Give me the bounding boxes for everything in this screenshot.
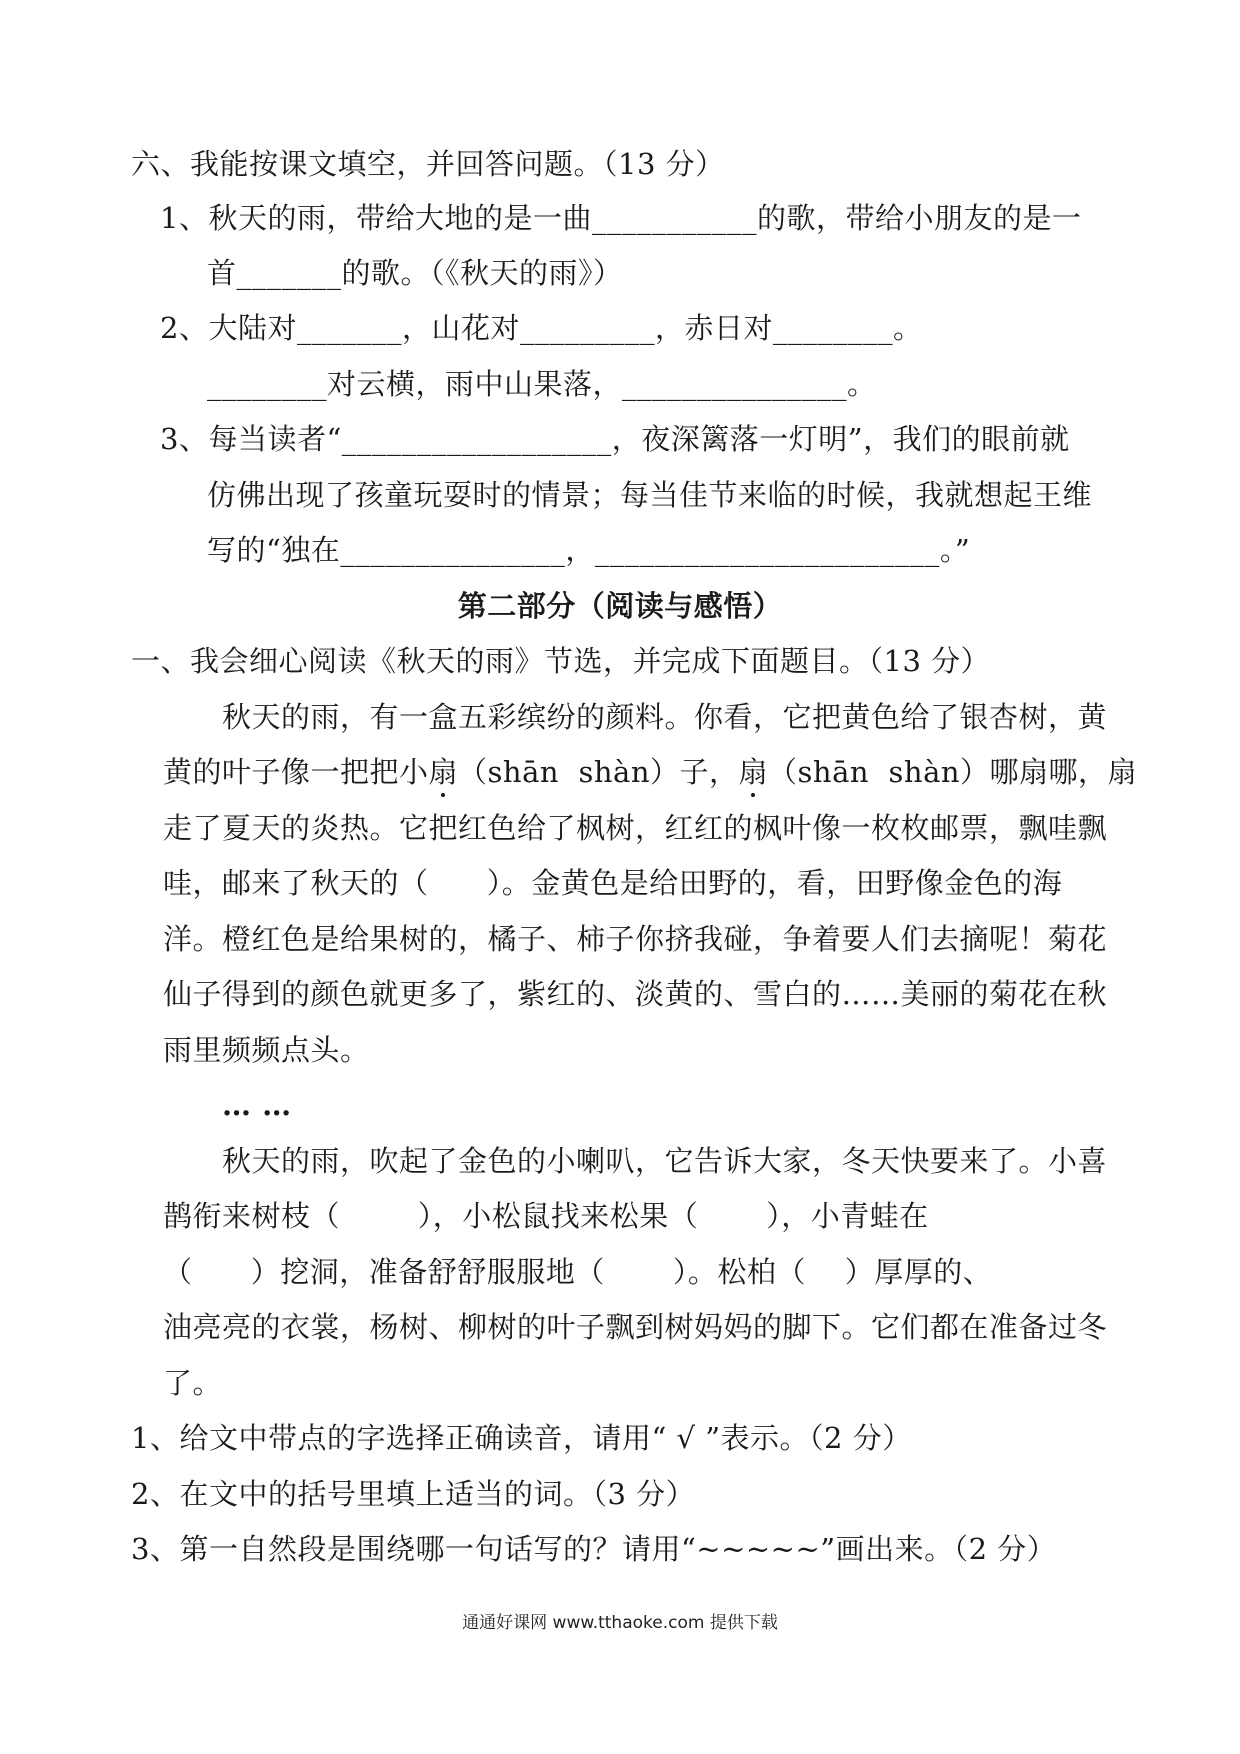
passage-ellipsis: … … bbox=[222, 1088, 292, 1122]
reading-question-1: 1、给文中带点的字选择正确读音，请用“ √ ”表示。（2 分） bbox=[131, 1421, 912, 1455]
passage-2-line-4: 油亮亮的衣裳，杨树、柳树的叶子飘到树妈妈的脚下。它们都在准备过冬 bbox=[163, 1310, 1108, 1344]
question-1-line-1: 1、秋天的雨，带给大地的是一曲___________的歌，带给小朋友的是一 bbox=[160, 201, 1082, 235]
pinyin-choice: （shān shàn）哪扇哪，扇 bbox=[768, 755, 1138, 789]
question-3-line-2: 仿佛出现了孩童玩耍时的情景；每当佳节来临的时候，我就想起王维 bbox=[207, 478, 1093, 512]
passage-1-line-7: 雨里频频点头。 bbox=[163, 1033, 370, 1067]
reading-question-3: 3、第一自然段是围绕哪一句话写的？请用“~~~~~”画出来。（2 分） bbox=[131, 1532, 1057, 1566]
reading-section-title: 一、我会细心阅读《秋天的雨》节选，并完成下面题目。（13 分） bbox=[131, 644, 991, 678]
passage-1-line-2 bbox=[163, 754, 1137, 790]
pinyin-choice: （shān shàn）子， bbox=[458, 755, 739, 789]
passage-text: 黄的叶子像一把把小 bbox=[163, 755, 429, 789]
passage-1-line-1: 秋天的雨，有一盒五彩缤纷的颜料。你看，它把黄色给了银杏树，黄 bbox=[222, 700, 1108, 734]
question-2-line-1: 2、大陆对_______，山花对_________，赤日对________。 bbox=[160, 311, 923, 345]
passage-1-line-5: 洋。橙红色是给果树的，橘子、柿子你挤我碰，争着要人们去摘呢！菊花 bbox=[163, 922, 1108, 956]
question-2-line-2: ________对云横，雨中山果落，_______________。 bbox=[207, 367, 877, 401]
passage-1-line-3: 走了夏天的炎热。它把红色给了枫树，红红的枫叶像一枚枚邮票，飘哇飘 bbox=[163, 811, 1108, 845]
passage-1-line-6: 仙子得到的颜色就更多了，紫红的、淡黄的、雪白的……美丽的菊花在秋 bbox=[163, 977, 1108, 1011]
dotted-character: 扇 bbox=[738, 755, 769, 789]
page-footer: 通通好课网 www.tthaoke.com 提供下载 bbox=[462, 1613, 778, 1633]
dotted-character: 扇 bbox=[428, 755, 459, 789]
passage-2-line-1: 秋天的雨，吹起了金色的小喇叭，它告诉大家，冬天快要来了。小喜 bbox=[222, 1144, 1108, 1178]
question-1-line-2: 首_______的歌。（《秋天的雨》） bbox=[207, 256, 623, 290]
question-3-line-1: 3、每当读者“__________________，夜深篱落一灯明”，我们的眼前就 bbox=[160, 422, 1070, 456]
question-3-line-3: 写的“独在_______________，_______________________。” bbox=[207, 533, 971, 567]
passage-1-line-4: 哇，邮来了秋天的（ ）。金黄色是给田野的，看，田野像金色的海 bbox=[163, 866, 1063, 900]
passage-2-line-3: （ ）挖洞，准备舒舒服服地（ ）。松柏（ ）厚厚的、 bbox=[163, 1255, 993, 1289]
passage-2-line-2: 鹊衔来树枝（ ），小松鼠找来松果（ ），小青蛙在 bbox=[163, 1199, 929, 1233]
passage-2-line-5: 了。 bbox=[163, 1366, 223, 1400]
section-six-title: 六、我能按课文填空，并回答问题。（13 分） bbox=[131, 147, 725, 181]
reading-question-2: 2、在文中的括号里填上适当的词。（3 分） bbox=[131, 1477, 696, 1511]
part-two-title: 第二部分（阅读与感悟） bbox=[457, 589, 783, 623]
